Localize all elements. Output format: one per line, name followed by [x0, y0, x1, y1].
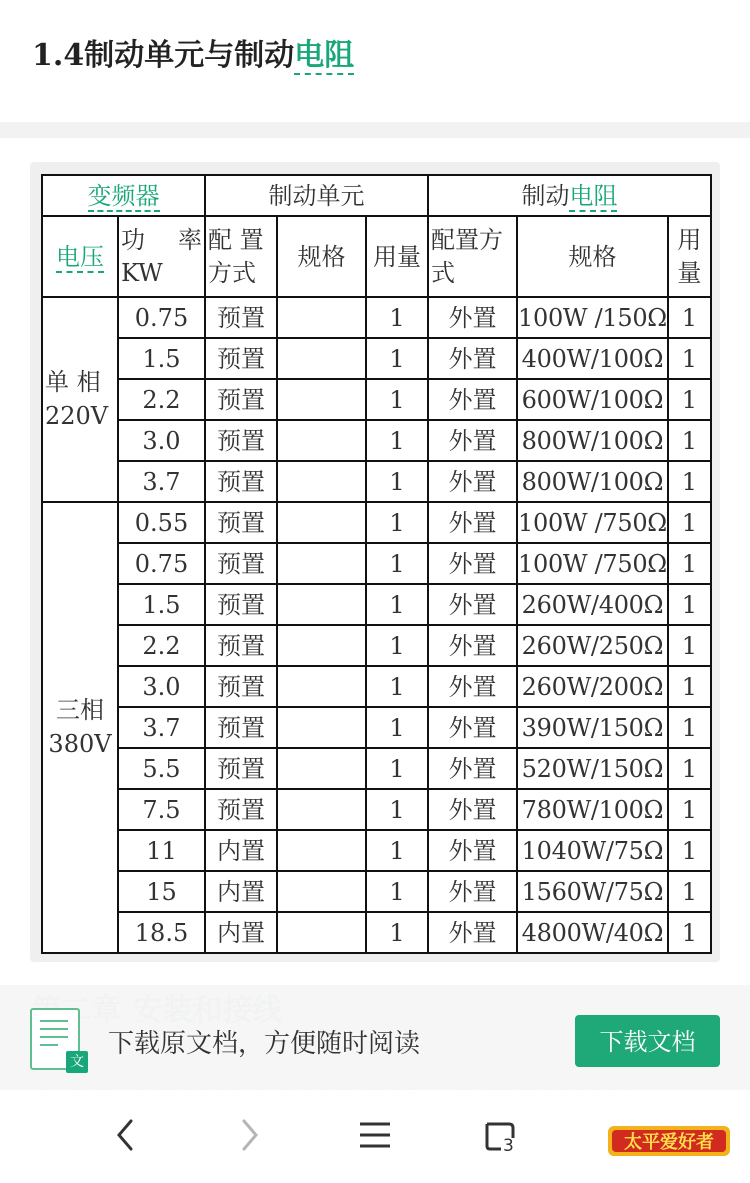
config-cell: 预置	[205, 789, 277, 830]
keyword-link-inverter[interactable]: 变频器	[87, 181, 160, 210]
res-config-cell: 外置	[428, 830, 517, 871]
header-spec: 规格	[277, 216, 366, 297]
config-cell: 预置	[205, 748, 277, 789]
spec-cell	[277, 789, 366, 830]
res-spec-cell: 520W/150Ω	[517, 748, 668, 789]
spec-cell	[277, 830, 366, 871]
power-cell: 3.0	[118, 666, 205, 707]
table-row	[42, 502, 711, 543]
res-spec-cell: 390W/150Ω	[517, 707, 668, 748]
voltage-group-cell	[42, 297, 118, 502]
table-row	[42, 297, 711, 338]
res-spec-cell: 800W/100Ω	[517, 461, 668, 502]
qty-cell: 1	[366, 789, 428, 830]
header-config-a: 配 置	[208, 226, 264, 255]
table-header-row-2	[42, 216, 711, 297]
config-cell: 预置	[205, 584, 277, 625]
spec-cell	[277, 338, 366, 379]
power-cell: 11	[118, 830, 205, 871]
qty-cell: 1	[366, 830, 428, 871]
spec-cell	[277, 461, 366, 502]
res-spec-cell: 100W /750Ω	[517, 502, 668, 543]
res-spec-cell: 100W /150Ω	[517, 297, 668, 338]
header-inverter	[42, 175, 205, 216]
download-prompt: 下载原文档，方便随时阅读	[108, 1029, 421, 1059]
qty-cell: 1	[366, 420, 428, 461]
config-cell: 预置	[205, 297, 277, 338]
spec-cell	[277, 543, 366, 584]
header-config-b: 方式	[208, 258, 256, 287]
header-power-b: 率	[178, 226, 202, 255]
power-cell: 0.55	[118, 502, 205, 543]
spec-cell	[277, 297, 366, 338]
section-title-text: 1.4制动单元与制动	[32, 38, 295, 73]
res-qty-cell: 1	[668, 502, 711, 543]
spec-cell	[277, 584, 366, 625]
table-row	[42, 912, 711, 953]
qty-cell: 1	[366, 379, 428, 420]
table-row	[42, 871, 711, 912]
spec-cell	[277, 666, 366, 707]
config-cell: 预置	[205, 625, 277, 666]
header-res-config-b: 式	[431, 258, 455, 287]
logo-text: 太平爱好者	[624, 1132, 714, 1153]
tab-count: 3	[503, 1136, 514, 1154]
header-voltage	[42, 216, 118, 297]
res-config-cell: 外置	[428, 748, 517, 789]
qty-cell: 1	[366, 338, 428, 379]
res-qty-cell: 1	[668, 379, 711, 420]
power-cell: 1.5	[118, 338, 205, 379]
res-qty-cell: 1	[668, 338, 711, 379]
res-spec-cell: 260W/200Ω	[517, 666, 668, 707]
spec-cell	[277, 748, 366, 789]
table-header-row-1	[42, 175, 711, 216]
res-config-cell: 外置	[428, 543, 517, 584]
qty-cell: 1	[366, 748, 428, 789]
title-area	[0, 0, 750, 122]
table-row	[42, 420, 711, 461]
res-config-cell: 外置	[428, 502, 517, 543]
qty-cell: 1	[366, 912, 428, 953]
res-spec-cell: 260W/400Ω	[517, 584, 668, 625]
table-row	[42, 789, 711, 830]
res-spec-cell: 400W/100Ω	[517, 338, 668, 379]
doc-badge: 文	[66, 1051, 88, 1073]
spec-cell	[277, 871, 366, 912]
power-cell: 2.2	[118, 379, 205, 420]
res-spec-cell: 260W/250Ω	[517, 625, 668, 666]
keyword-link-resistor-header[interactable]: 电阻	[569, 181, 618, 210]
keyword-link-voltage[interactable]: 电压	[56, 242, 104, 271]
power-cell: 1.5	[118, 584, 205, 625]
header-res-qty	[668, 216, 711, 297]
config-cell: 内置	[205, 912, 277, 953]
power-cell: 3.7	[118, 461, 205, 502]
table-row	[42, 830, 711, 871]
spec-cell	[277, 912, 366, 953]
header-brake-resistor-prefix: 制动	[521, 181, 570, 210]
voltage-group-phase: 单 相	[45, 367, 101, 396]
power-cell: 18.5	[118, 912, 205, 953]
voltage-group-voltage: 220V	[45, 401, 109, 430]
res-qty-cell: 1	[668, 666, 711, 707]
res-config-cell: 外置	[428, 379, 517, 420]
res-qty-cell: 1	[668, 830, 711, 871]
res-qty-cell: 1	[668, 297, 711, 338]
power-cell: 3.7	[118, 707, 205, 748]
res-spec-cell: 600W/100Ω	[517, 379, 668, 420]
config-cell: 预置	[205, 461, 277, 502]
qty-cell: 1	[366, 461, 428, 502]
res-config-cell: 外置	[428, 912, 517, 953]
qty-cell: 1	[366, 502, 428, 543]
watermark-logo	[606, 1120, 732, 1162]
res-qty-cell: 1	[668, 912, 711, 953]
res-qty-cell: 1	[668, 707, 711, 748]
header-res-config	[428, 216, 517, 297]
qty-cell: 1	[366, 625, 428, 666]
qty-cell: 1	[366, 584, 428, 625]
table-row	[42, 625, 711, 666]
header-res-config-a: 配置方	[431, 226, 503, 255]
res-spec-cell: 100W /750Ω	[517, 543, 668, 584]
brake-spec-table	[41, 174, 712, 954]
section-divider	[0, 122, 750, 138]
section-title	[32, 30, 354, 74]
header-brake-unit: 制动单元	[205, 175, 428, 216]
qty-cell: 1	[366, 543, 428, 584]
res-spec-cell: 1560W/75Ω	[517, 871, 668, 912]
res-qty-cell: 1	[668, 789, 711, 830]
res-config-cell: 外置	[428, 707, 517, 748]
power-cell: 0.75	[118, 297, 205, 338]
res-qty-cell: 1	[668, 748, 711, 789]
back-icon[interactable]	[100, 1110, 150, 1160]
res-qty-cell: 1	[668, 420, 711, 461]
power-cell: 3.0	[118, 420, 205, 461]
res-config-cell: 外置	[428, 297, 517, 338]
res-spec-cell: 800W/100Ω	[517, 420, 668, 461]
res-config-cell: 外置	[428, 461, 517, 502]
res-qty-cell: 1	[668, 871, 711, 912]
spec-cell	[277, 625, 366, 666]
header-qty: 用量	[366, 216, 428, 297]
config-cell: 内置	[205, 871, 277, 912]
res-config-cell: 外置	[428, 789, 517, 830]
qty-cell: 1	[366, 707, 428, 748]
config-cell: 内置	[205, 830, 277, 871]
menu-icon[interactable]	[350, 1110, 400, 1160]
res-config-cell: 外置	[428, 338, 517, 379]
power-cell: 5.5	[118, 748, 205, 789]
res-spec-cell: 780W/100Ω	[517, 789, 668, 830]
header-res-spec: 规格	[517, 216, 668, 297]
table-row	[42, 543, 711, 584]
header-res-qty-b: 量	[677, 258, 702, 287]
forward-icon[interactable]	[225, 1110, 275, 1160]
header-res-qty-a: 用	[677, 226, 702, 255]
voltage-group-cell	[42, 502, 118, 953]
config-cell: 预置	[205, 543, 277, 584]
res-config-cell: 外置	[428, 666, 517, 707]
header-config	[205, 216, 277, 297]
spec-cell	[277, 379, 366, 420]
voltage-group-voltage: 380V	[48, 729, 112, 758]
voltage-group-phase: 三相	[56, 695, 104, 724]
res-qty-cell: 1	[668, 461, 711, 502]
res-spec-cell: 1040W/75Ω	[517, 830, 668, 871]
header-power	[118, 216, 205, 297]
header-power-a: 功	[121, 226, 145, 255]
res-config-cell: 外置	[428, 871, 517, 912]
config-cell: 预置	[205, 502, 277, 543]
tabs-icon[interactable]	[475, 1110, 525, 1160]
table-row	[42, 707, 711, 748]
res-config-cell: 外置	[428, 584, 517, 625]
header-brake-resistor	[428, 175, 711, 216]
power-cell: 0.75	[118, 543, 205, 584]
table-row	[42, 748, 711, 789]
table-row	[42, 584, 711, 625]
spec-cell	[277, 420, 366, 461]
table-row	[42, 666, 711, 707]
table-row	[42, 379, 711, 420]
qty-cell: 1	[366, 666, 428, 707]
config-cell: 预置	[205, 666, 277, 707]
res-config-cell: 外置	[428, 625, 517, 666]
config-cell: 预置	[205, 338, 277, 379]
res-qty-cell: 1	[668, 584, 711, 625]
spec-cell	[277, 502, 366, 543]
table-row	[42, 338, 711, 379]
qty-cell: 1	[366, 871, 428, 912]
res-config-cell: 外置	[428, 420, 517, 461]
config-cell: 预置	[205, 707, 277, 748]
config-cell: 预置	[205, 420, 277, 461]
power-cell: 7.5	[118, 789, 205, 830]
download-button[interactable]: 下载文档	[575, 1015, 720, 1067]
spec-cell	[277, 707, 366, 748]
config-cell: 预置	[205, 379, 277, 420]
header-power-unit: KW	[121, 258, 163, 287]
power-cell: 15	[118, 871, 205, 912]
keyword-link-resistor[interactable]: 电阻	[294, 38, 355, 73]
res-spec-cell: 4800W/40Ω	[517, 912, 668, 953]
res-qty-cell: 1	[668, 625, 711, 666]
res-qty-cell: 1	[668, 543, 711, 584]
power-cell: 2.2	[118, 625, 205, 666]
qty-cell: 1	[366, 297, 428, 338]
table-row	[42, 461, 711, 502]
